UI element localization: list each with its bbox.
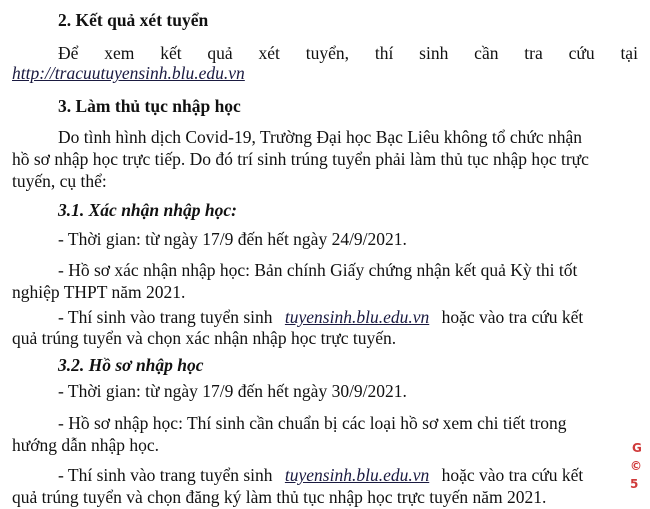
word: tại: [620, 43, 638, 63]
word: tuyển,: [305, 43, 350, 63]
stamp-letter: ©: [630, 459, 642, 473]
word: xem: [104, 43, 135, 63]
portal-text-post: hoặc vào tra cứu kết: [441, 465, 584, 485]
section-3-1-docs-line-1: - Hồ sơ xác nhận nhập học: Bản chính Giấy chứng nhận kết quả Kỳ thi tốt: [58, 260, 578, 280]
word: kết: [160, 43, 182, 63]
word: Để: [58, 43, 79, 63]
portal-text-pre: - Thí sinh vào trang tuyển sinh: [58, 465, 273, 485]
portal-text-post: hoặc vào tra cứu kết: [441, 307, 584, 327]
admission-portal-link[interactable]: tuyensinh.blu.edu.vn: [284, 465, 430, 485]
section-3-2-portal-line-2: quả trúng tuyển và chọn đăng ký làm thủ tục nhập học trực tuyến năm 2021.: [12, 487, 547, 507]
section-3-intro-line-1: Do tình hình dịch Covid-19, Trường Đại học Bạc Liêu không tổ chức nhận: [58, 127, 583, 147]
word: cần: [474, 43, 499, 63]
section-3-2-time: - Thời gian: từ ngày 17/9 đến hết ngày 30/9/2021.: [58, 381, 407, 401]
section-3-2-portal-line-1: [58, 464, 638, 486]
section-3-2-docs-line-2: hướng dẫn nhập học.: [12, 435, 160, 455]
section-3-2-heading: 3.2. Hồ sơ nhập học: [58, 355, 204, 375]
section-3-1-time: - Thời gian: từ ngày 17/9 đến hết ngày 24/9/2021.: [58, 229, 407, 249]
word: thí: [374, 43, 394, 63]
section-3-1-docs-line-2: nghiệp THPT năm 2021.: [12, 282, 186, 302]
section-3-intro-line-2: hồ sơ nhập học trực tiếp. Do đó trí sinh trúng tuyển phải làm thủ tục nhập học trực: [12, 149, 589, 169]
section-2-paragraph: [58, 42, 638, 64]
section-3-intro-line-3: tuyến, cụ thể:: [12, 171, 107, 191]
section-3-1-heading: 3.1. Xác nhận nhập học:: [58, 200, 237, 220]
section-3-1-portal-line-1: [58, 306, 638, 328]
section-2-heading: 2. Kết quả xét tuyển: [58, 10, 209, 30]
word: tra: [524, 43, 543, 63]
word: xét: [258, 43, 280, 63]
result-lookup-link[interactable]: http://tracuutuyensinh.blu.edu.vn: [12, 63, 245, 83]
section-3-2-docs-line-1: - Hồ sơ nhập học: Thí sinh cần chuẩn bị các loại hồ sơ xem chi tiết trong: [58, 413, 567, 433]
word: quả: [207, 43, 233, 63]
portal-text-pre: - Thí sinh vào trang tuyển sinh: [58, 307, 273, 327]
red-stamp-edge: [620, 439, 646, 509]
admission-portal-link[interactable]: tuyensinh.blu.edu.vn: [284, 307, 430, 327]
stamp-letter: G: [632, 441, 642, 455]
word: cứu: [568, 43, 595, 63]
section-3-heading: 3. Làm thủ tục nhập học: [58, 96, 241, 116]
section-3-1-portal-line-2: quả trúng tuyển và chọn xác nhận nhập học trực tuyến.: [12, 328, 397, 348]
section-2-link-line: [12, 62, 638, 84]
word: sinh: [419, 43, 449, 63]
stamp-letter: 5: [630, 477, 639, 491]
